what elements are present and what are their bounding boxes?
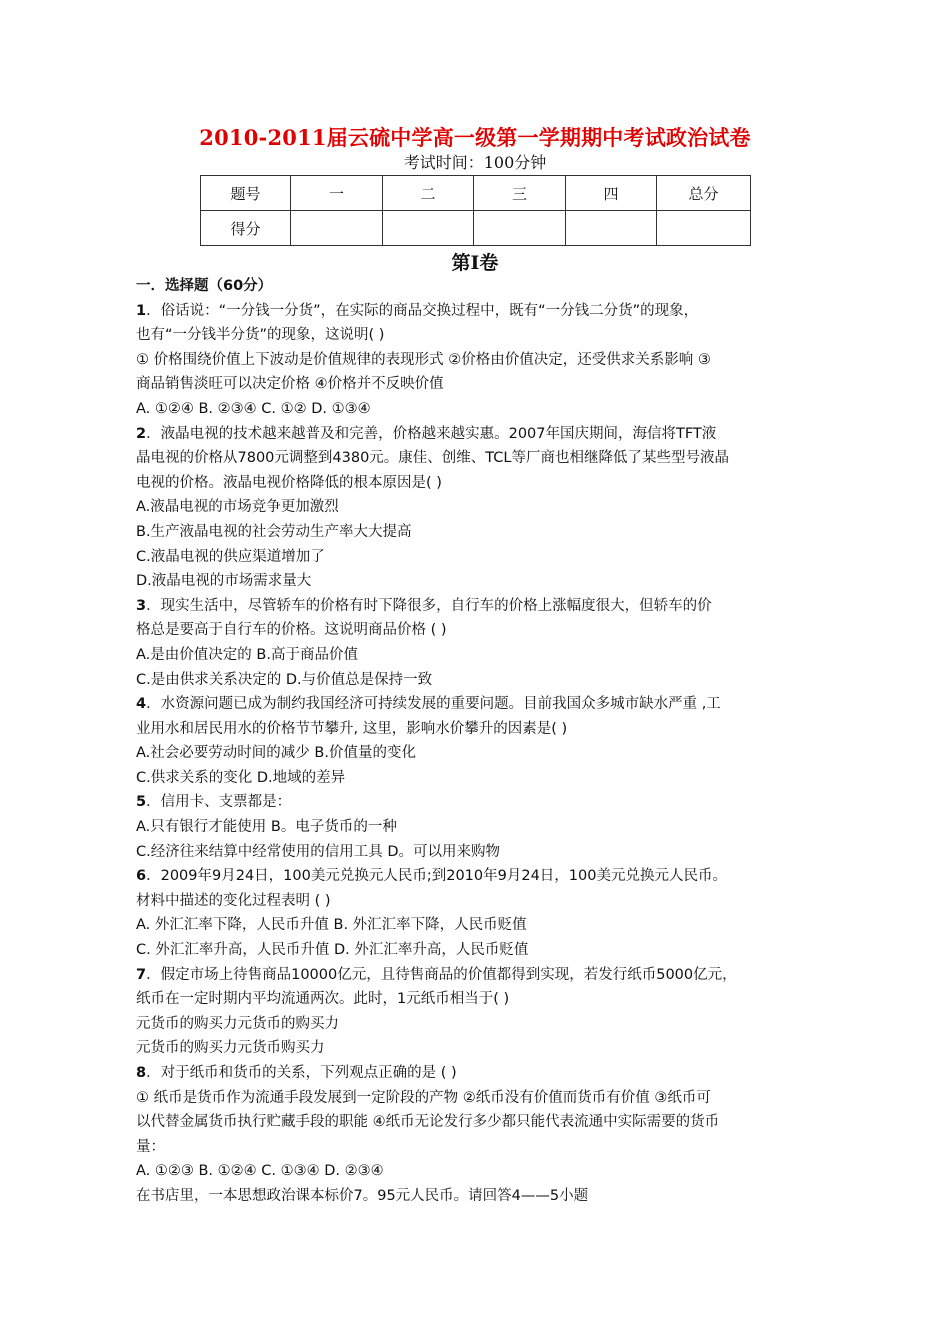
- text-line: [136, 545, 826, 570]
- question-number: 2: [136, 425, 147, 442]
- question-number: 1: [136, 302, 147, 319]
- text-line: [136, 520, 826, 545]
- line-text: 纸币在一定时期内平均流通两次。此时，1元纸币相当于( ): [136, 991, 510, 1008]
- text-line: [136, 741, 826, 766]
- text-line: [136, 1036, 826, 1061]
- line-text: 晶电视的价格从7800元调整到4380元。康佳、创维、TCL等厂商也相继降低了某些型号液晶: [136, 450, 730, 467]
- line-text: A. ①②④ B. ②③④ C. ①② D. ①③④: [136, 400, 371, 417]
- score-blank-2: [383, 211, 474, 246]
- line-text: C.经济往来结算中经常使用的信用工具 D。可以用来购物: [136, 843, 501, 860]
- question-number: 5: [136, 794, 147, 811]
- text-line: [136, 1159, 826, 1184]
- line-text: ．信用卡、支票都是：: [146, 794, 292, 811]
- question-number: 3: [136, 597, 147, 614]
- line-text: ．现实生活中，尽管轿车的价格有时下降很多，自行车的价格上涨幅度很大，但轿车的价: [146, 597, 712, 614]
- line-text: D.液晶电视的市场需求量大: [136, 573, 312, 590]
- text-line: [136, 1184, 826, 1209]
- question-lines: [136, 299, 826, 1209]
- text-line: [136, 668, 826, 693]
- question-start-line: [136, 790, 826, 815]
- cell-part-2: 二: [383, 176, 474, 211]
- text-line: [136, 323, 826, 348]
- line-text: 以代替金属货币执行贮藏手段的职能 ④纸币无论发行多少都只能代表流通中实际需要的货币: [136, 1114, 720, 1131]
- text-line: [136, 889, 826, 914]
- text-line: [136, 348, 826, 373]
- line-text: A.只有银行才能使用 B。电子货币的一种: [136, 819, 397, 836]
- cell-part-3: 三: [474, 176, 566, 211]
- exam-body: [136, 274, 826, 1209]
- question-start-line: [136, 864, 826, 889]
- score-table: [200, 175, 751, 246]
- line-text: ．对于纸币和货币的关系，下列观点正确的是 ( ): [146, 1065, 457, 1081]
- question-start-line: [136, 299, 826, 324]
- exam-title: 2010-2011届云硫中学高一级第一学期期中考试政治试卷: [199, 125, 751, 150]
- question-number: 4: [136, 696, 147, 713]
- text-line: [136, 643, 826, 668]
- question-number: 8: [136, 1065, 147, 1081]
- line-text: ① 价格围绕价值上下波动是价值规律的表现形式 ②价格由价值决定，还受供求关系影响 ③: [136, 351, 711, 368]
- line-text: B.生产液晶电视的社会劳动生产率大大提高: [136, 523, 412, 540]
- text-line: [136, 1012, 826, 1037]
- text-line: [136, 717, 826, 742]
- line-text: ．俗话说：“一分钱一分货”，在实际的商品交换过程中，既有“一分钱二分货”的现象，: [146, 302, 699, 319]
- text-line: [136, 1086, 826, 1111]
- score-table-score-row: [201, 211, 751, 246]
- text-line: [136, 1135, 826, 1160]
- score-blank-3: [474, 211, 566, 246]
- line-text: ．2009年9月24日，100美元兑换元人民币;到2010年9月24日，100美元兑换元人民币。: [146, 868, 727, 885]
- line-text: A. 外汇汇率下降，人民币升值 B. 外汇汇率下降，人民币贬值: [136, 917, 527, 934]
- text-line: [136, 938, 826, 963]
- line-text: 在书店里，一本思想政治课本标价7。95元人民币。请回答4——5小题: [136, 1187, 589, 1204]
- text-line: [136, 987, 826, 1012]
- line-text: 也有“一分钱半分货”的现象，这说明( ): [136, 327, 385, 344]
- score-blank-total: [657, 211, 751, 246]
- line-text: ．假定市场上待售商品10000亿元，且待售商品的价值都得到实现，若发行纸币5000亿元，: [146, 966, 737, 983]
- cell-part-4: 四: [566, 176, 657, 211]
- line-text: A.是由价值决定的 B.高于商品价值: [136, 646, 358, 663]
- question-start-line: [136, 1061, 826, 1086]
- text-line: [136, 372, 826, 397]
- question-number: 7: [136, 966, 147, 983]
- text-line: [136, 495, 826, 520]
- line-text: ．水资源问题已成为制约我国经济可持续发展的重要问题。目前我国众多城市缺水严重 ,工: [146, 696, 721, 713]
- line-text: 元货币的购买力元货币购买力: [136, 1040, 325, 1057]
- line-text: C.供求关系的变化 D.地域的差异: [136, 769, 346, 786]
- text-line: [136, 397, 826, 422]
- line-text: A. ①②③ B. ①②④ C. ①③④ D. ②③④: [136, 1163, 384, 1180]
- text-line: [136, 446, 826, 471]
- score-blank-4: [566, 211, 657, 246]
- text-line: [136, 913, 826, 938]
- text-line: [136, 471, 826, 496]
- text-line: [136, 1110, 826, 1135]
- line-text: 商品销售淡旺可以决定价格 ④价格并不反映价值: [136, 376, 444, 393]
- line-text: C.液晶电视的供应渠道增加了: [136, 548, 325, 565]
- line-text: 元货币的购买力元货币的购买力: [136, 1015, 339, 1032]
- line-text: C.是由供求关系决定的 D.与价值总是保持一致: [136, 671, 433, 688]
- line-text: A.液晶电视的市场竞争更加激烈: [136, 499, 339, 516]
- line-text: ① 纸币是货币作为流通手段发展到一定阶段的产物 ②纸币没有价值而货币有价值 ③纸币可: [136, 1089, 711, 1106]
- volume-title: 第Ⅰ卷: [451, 252, 499, 274]
- text-line: [136, 618, 826, 643]
- cell-total: 总分: [657, 176, 751, 211]
- exam-duration: 考试时间：100分钟: [403, 153, 547, 172]
- score-blank-1: [291, 211, 383, 246]
- line-text: 量：: [136, 1138, 165, 1155]
- line-text: 格总是要高于自行车的价格。这说明商品价格 ( ): [136, 622, 447, 639]
- text-line: [136, 569, 826, 594]
- section-heading: 一．选择题（60分）: [136, 278, 273, 294]
- text-line: [136, 766, 826, 791]
- line-text: ．液晶电视的技术越来越普及和完善，价格越来越实惠。2007年国庆期间，海信将TFT液: [146, 425, 717, 442]
- score-table-header-row: [201, 176, 751, 211]
- question-start-line: [136, 422, 826, 447]
- cell-part-1: 一: [291, 176, 383, 211]
- question-start-line: [136, 963, 826, 988]
- line-text: 电视的价格。液晶电视价格降低的根本原因是( ): [136, 474, 442, 491]
- line-text: A.社会必要劳动时间的减少 B.价值量的变化: [136, 745, 416, 762]
- question-start-line: [136, 692, 826, 717]
- text-line: [136, 815, 826, 840]
- cell-score-label: 得分: [201, 211, 291, 246]
- question-start-line: [136, 594, 826, 619]
- line-text: 材料中描述的变化过程表明 ( ): [136, 892, 331, 909]
- question-number: 6: [136, 868, 147, 885]
- line-text: 业用水和居民用水的价格节节攀升, 这里，影响水价攀升的因素是( ): [136, 720, 568, 737]
- text-line: [136, 840, 826, 865]
- line-text: C. 外汇汇率升高，人民币升值 D. 外汇汇率升高，人民币贬值: [136, 942, 529, 959]
- cell-question-number-label: 题号: [201, 176, 291, 211]
